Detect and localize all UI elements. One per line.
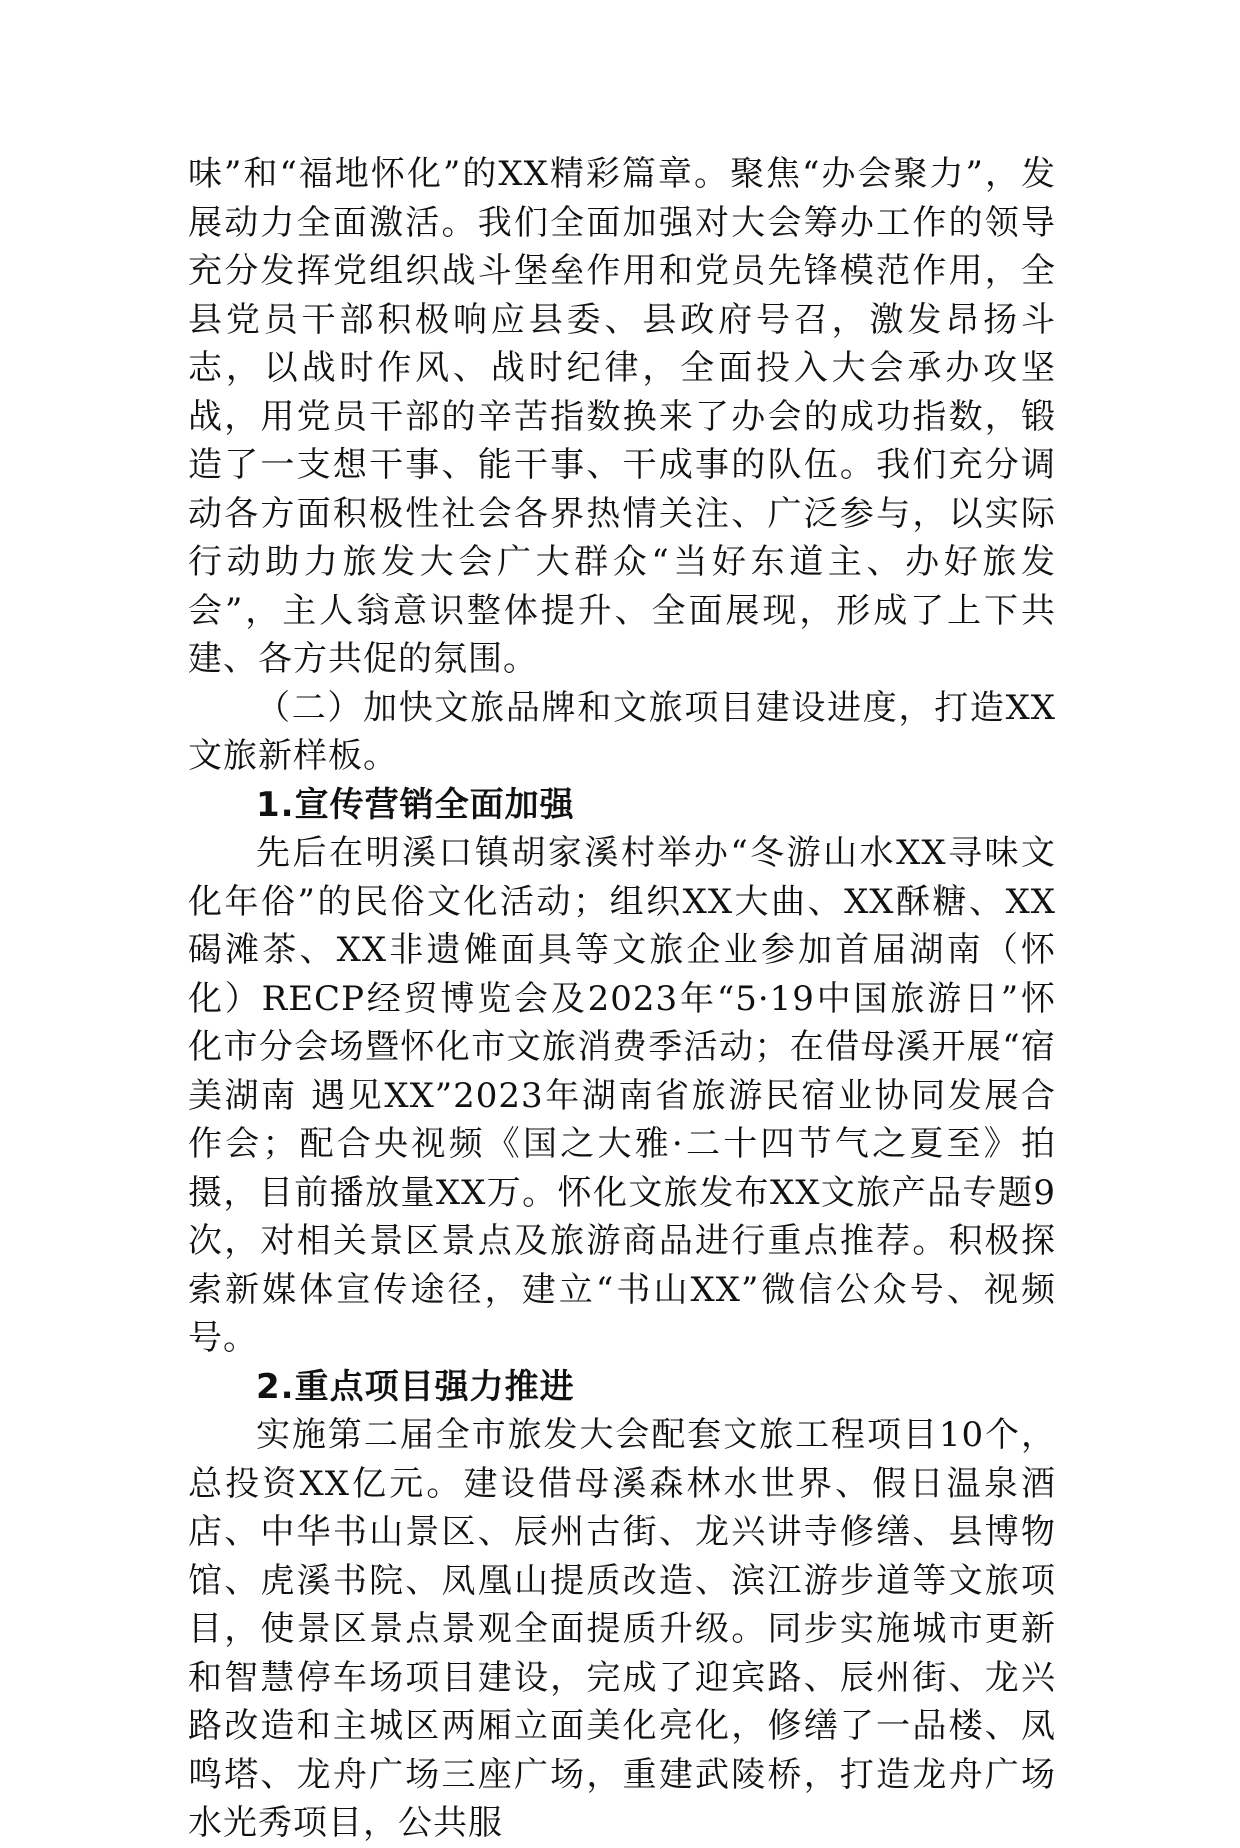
paragraph-summary: 味”和“福地怀化”的XX精彩篇章。聚焦“办会聚力”，发展动力全面激活。我们全面加强对大会筹办工作的领导充分发挥党组织战斗堡垒作用和党员先锋模范作用，全县党员干部积极响应县委、县政府号召，激发昂扬斗志，以战时作风、战时纪律，全面投入大会承办攻坚战，用党员干部的辛苦指数换来了办会的成功指数，锻造了一支想干事、能干事、干成事的队伍。我们充分调动各方面积极性社会各界热情关注、广泛参与，以实际行动助力旅发大会广大群众“当好东道主、办好旅发会”，主人翁意识整体提升、全面展现，形成了上下共建、各方共促的氛围。 — [188, 154, 1056, 679]
section-title-two: （二）加快文旅品牌和文旅项目建设进度，打造XX文旅新样板。 — [188, 687, 1056, 776]
paragraph-marketing: 先后在明溪口镇胡家溪村举办“冬游山水XX寻味文化年俗”的民俗文化活动；组织XX大曲、XX酥糖、XX碣滩茶、XX非遗傩面具等文旅企业参加首届湖南（怀化）RECP经贸博览会及2023年“5·19中国旅游日”怀化市分会场暨怀化市文旅消费季活动；在借母溪开展“宿美湖南 遇见XX”2023年湖南省旅游民宿业协同发展合作会；配合央视频《国之大雅·二十四节气之夏至》拍摄，目前播放量XX万。怀化文旅发布XX文旅产品专题9次，对相关景区景点及旅游商品进行重点推荐。积极探索新媒体宣传途径，建立“书山XX”微信公众号、视频号。 — [188, 833, 1056, 1358]
subheading-marketing: 1.宣传营销全面加强 — [256, 784, 575, 825]
subheading-projects: 2.重点项目强力推进 — [256, 1366, 575, 1407]
document-body — [188, 150, 1056, 1848]
paragraph-projects: 实施第二届全市旅发大会配套文旅工程项目10个，总投资XX亿元。建设借母溪森林水世界、假日温泉酒店、中华书山景区、辰州古街、龙兴讲寺修缮、县博物馆、虎溪书院、凤凰山提质改造、滨江游步道等文旅项目，使景区景点景观全面提质升级。同步实施城市更新和智慧停车场项目建设，完成了迎宾路、辰州街、龙兴路改造和主城区两厢立面美化亮化，修缮了一品楼、凤鸣塔、龙舟广场三座广场，重建武陵桥，打造龙舟广场水光秀项目，公共服 — [188, 1415, 1056, 1843]
